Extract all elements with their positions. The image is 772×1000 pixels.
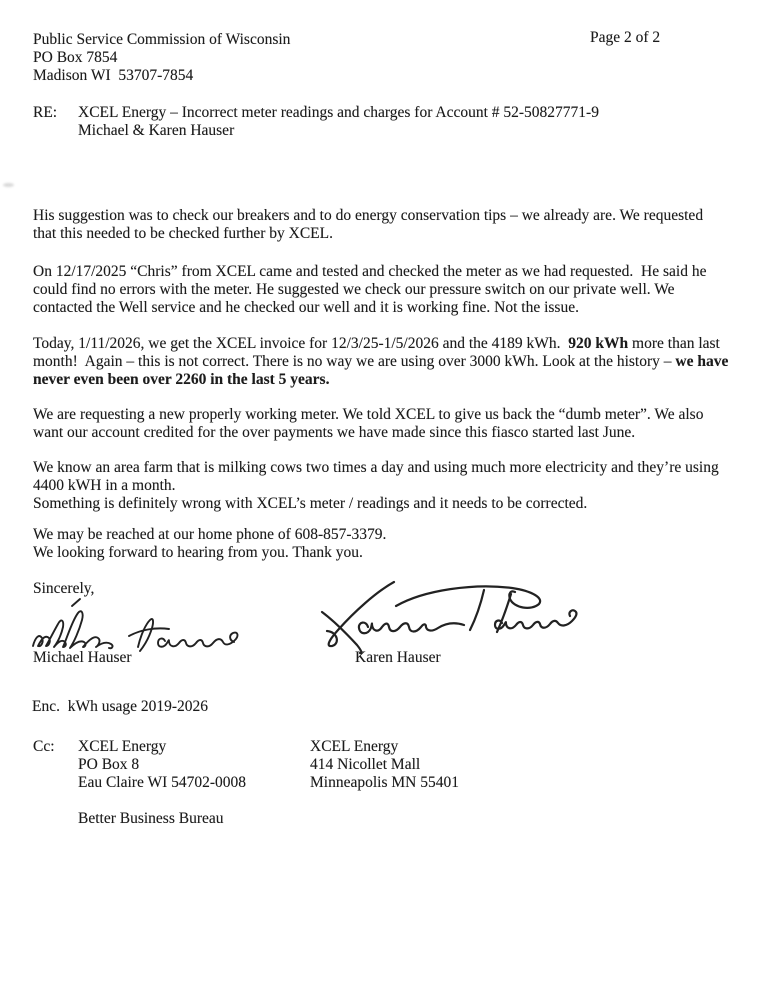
scan-smudge [3, 183, 14, 187]
enclosure-line: Enc. kWh usage 2019-2026 [32, 698, 209, 715]
paragraph-6 [33, 526, 386, 562]
cc2-city-state-zip: Minneapolis MN 55401 [310, 774, 459, 791]
paragraph-5-line-3: Something is definitely wrong with XCEL’s meter / readings and it needs to be corrected. [33, 495, 588, 512]
paragraph-2 [33, 263, 706, 317]
re-label: RE: [33, 104, 58, 121]
paragraph-6-line-2: We looking forward to hearing from you. Thank you. [33, 544, 363, 561]
paragraph-2-line-3: contacted the Well service and he checked our well and it is working fine. Not the issue. [33, 299, 579, 316]
paragraph-4 [33, 406, 703, 442]
paragraph-4-line-1: We are requesting a new properly working meter. We told XCEL to give us back the “dumb meter”. We also [33, 406, 704, 423]
page-number: Page 2 of 2 [590, 29, 661, 46]
paragraph-5-line-2: 4400 kWH in a month. [33, 477, 176, 494]
recipient-po-box: PO Box 7854 [33, 49, 118, 66]
paragraph-2-line-1: On 12/17/2025 “Chris” from XCEL came and tested and checked the meter as we had requested. He said he [33, 263, 707, 280]
cc1-street: PO Box 8 [78, 756, 140, 773]
p3-l2-bold: we have [675, 353, 729, 370]
paragraph-2-line-2: could find no errors with the meter. He suggested we check our pressure switch on our private well. We [33, 281, 675, 298]
paragraph-6-line-1: We may be reached at our home phone of 608-857-3379. [33, 526, 387, 543]
recipient-name: Public Service Commission of Wisconsin [33, 31, 291, 48]
signer-name-michael: Michael Hauser [33, 649, 132, 666]
p3-l1-normal-tail: more than last [628, 335, 720, 352]
cc2-street: 414 Nicollet Mall [310, 756, 421, 773]
re-block [33, 104, 599, 140]
signer-name-karen: Karen Hauser [355, 649, 441, 666]
p3-l1-normal: Today, 1/11/2026, we get the XCEL invoice for 12/3/25-1/5/2026 and the 4189 kWh. [33, 335, 569, 352]
michael-hauser-signature-icon [28, 596, 243, 654]
paragraph-5-line-1: We know an area farm that is milking cows two times a day and using much more electricity and they’re using [33, 459, 719, 476]
cc-extra-bbb: Better Business Bureau [78, 810, 224, 827]
p3-l1-bold-920kwh: 920 kWh [568, 335, 629, 352]
re-content [78, 104, 599, 140]
recipient-city-state-zip: Madison WI 53707-7854 [33, 67, 194, 84]
paragraph-3-line-2 [33, 353, 728, 371]
paragraph-4-line-2: want our account credited for the over payments we have made since this fiasco started last June. [33, 424, 636, 441]
cc-address-2 [310, 738, 459, 792]
paragraph-1 [33, 207, 703, 243]
closing-salutation: Sincerely, [33, 580, 95, 597]
paragraph-1-line-2: that this needed to be checked further by XCEL. [33, 225, 333, 242]
re-subject: XCEL Energy – Incorrect meter readings and charges for Account # 52-50827771-9 [78, 104, 599, 121]
re-names: Michael & Karen Hauser [78, 122, 235, 139]
cc-address-1 [78, 738, 246, 792]
recipient-address-block [33, 31, 290, 85]
cc2-company: XCEL Energy [310, 738, 399, 755]
paragraph-5 [33, 459, 719, 513]
paragraph-3-line-1 [33, 335, 728, 353]
paragraph-3 [33, 335, 728, 389]
karen-hauser-signature-icon [312, 578, 582, 656]
cc1-city-state-zip: Eau Claire WI 54702-0008 [78, 774, 247, 791]
cc-label: Cc: [33, 738, 55, 755]
cc1-company: XCEL Energy [78, 738, 167, 755]
paragraph-1-line-1: His suggestion was to check our breakers and to do energy conservation tips – we already are. We requested [33, 207, 704, 224]
p3-l2-normal: month! Again – this is not correct. There is no way we are using over 3000 kWh. Look at the history – [33, 353, 676, 370]
p3-l3-bold: never even been over 2260 in the last 5 years. [33, 371, 330, 388]
paragraph-3-line-3 [33, 371, 728, 389]
